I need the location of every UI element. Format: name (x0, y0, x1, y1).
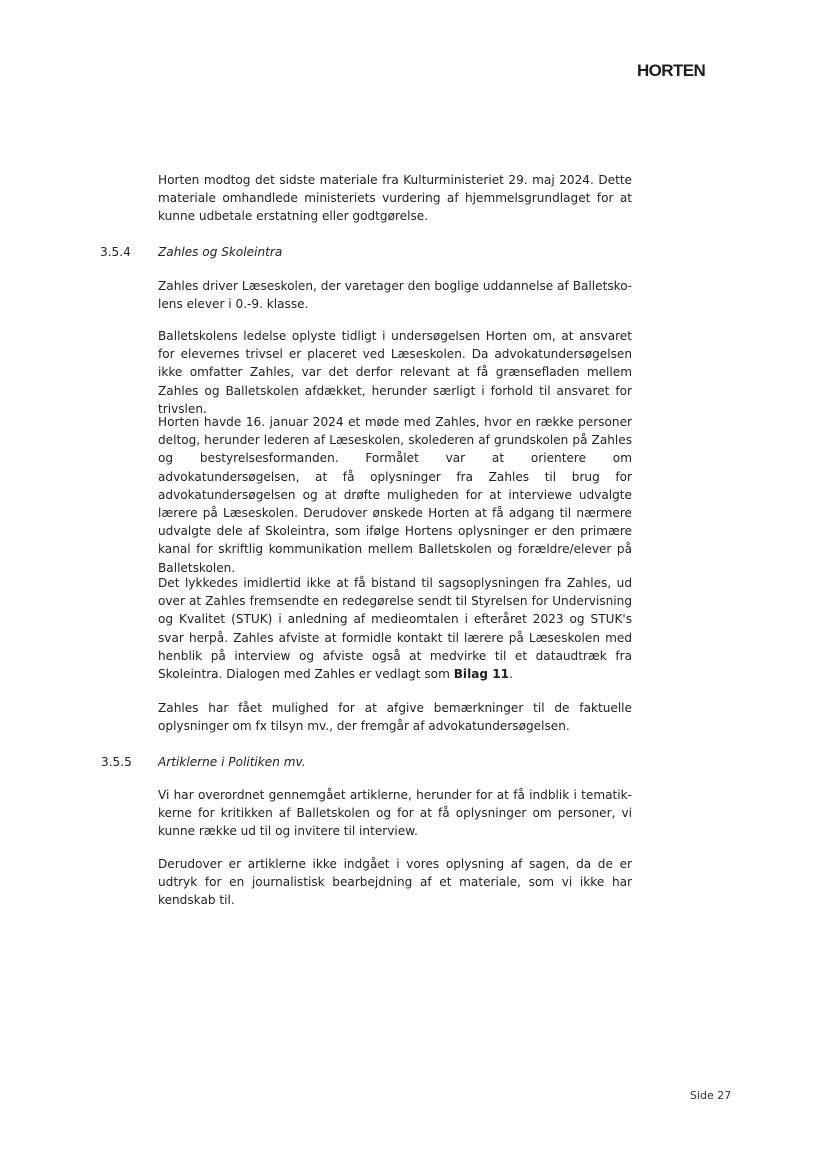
paragraph-articles-reviewed: Vi har overordnet gennemgået artiklerne, herunder for at få indblik i tematikkerne for kritikken af Balletskolen og for at få oplysninger om personer, vi kunne række ud til og invitere til interview. (158, 788, 632, 839)
paragraph-trivsel-responsibility: Balletskolens ledelse oplyste tidligt i undersøgelsen Horten om, at ansvaret for elevernes trivsel er placeret ved Læseskolen. Da advokatundersøgelsen ikke omfatter Zahles, var det derfor relevant at få grænsefladen mellem Zahles og Balletskolen afdækket, herunder særligt i forhold til ansvaret for trivslen. (158, 329, 632, 416)
paragraph-meeting-zahles: Horten havde 16. januar 2024 et møde med Zahles, hvor en række personer deltog, herunder lederen af Læseskolen, skolederen af grundskolen på Zahles og bestyrelsesformanden. Formålet var at orientere om advokatundersøgelsen, at få oplysninger fra Zahles til brug for advokatundersøgelsen og at drøfte muligheden for at interviewe udvalgte lærere på Læseskolen. Derudover ønskede Horten at få adgang til nærmere udvalgte dele af Skoleintra, som ifølge Hortens oplysninger er den primære kanal for skriftlig kommunikation mellem Balletskolen og forældre/elever på Balletskolen. (158, 415, 632, 575)
paragraph-zahles-laeseskolen: Zahles driver Læseskolen, der varetager den boglige uddannelse af Balletskolens elever i 0.-9. klasse. (158, 279, 632, 312)
paragraph-no-assistance-text: Det lykkedes imidlertid ikke at få bistand til sagsoplysningen fra Zahles, ud over at Zahles fremsendte en redegørelse sendt til Styrelsen for Undervisning og Kvalitet (STUK) i anledning af medieomtalen i efteråret 2023 og STUK's svar herpå. Zahles afviste at formidle kontakt til lærere på Læseskolen med henblik på interview og afviste også at medvirke til et dataudtræk fra Skoleintra. Dialogen med Zahles er vedlagt som (158, 576, 632, 682)
page-number: Side 27 (690, 1089, 732, 1102)
appendix-reference: Bilag 11 (453, 667, 510, 682)
horten-logo: HORTEN (637, 61, 706, 80)
paragraph-articles-not-included: Derudover er artiklerne ikke indgået i vores oplysning af sagen, da de er udtryk for en journalistisk bearbejdning af et materiale, som vi ikke har kendskab til. (158, 857, 632, 908)
paragraph-zahles-comments: Zahles har fået mulighed for at afgive bemærkninger til de faktuelle oplysninger om fx tilsyn mv., der fremgår af advokatundersøgelsen. (158, 701, 632, 734)
paragraph-no-assistance-end: . (509, 667, 513, 682)
section-number-3-5-4: 3.5.4 (100, 245, 131, 259)
section-title-artiklerne: Artiklerne i Politiken mv. (158, 755, 306, 769)
section-title-zahles: Zahles og Skoleintra (158, 245, 283, 259)
paragraph-material-received: Horten modtog det sidste materiale fra Kulturministeriet 29. maj 2024. Dette materiale omhandlede ministeriets vurdering af hjemmelsgrundlaget for at kunne udbetale erstatning eller godtgørelse. (158, 173, 632, 224)
paragraph-no-assistance (158, 574, 632, 683)
section-number-3-5-5: 3.5.5 (101, 755, 132, 769)
